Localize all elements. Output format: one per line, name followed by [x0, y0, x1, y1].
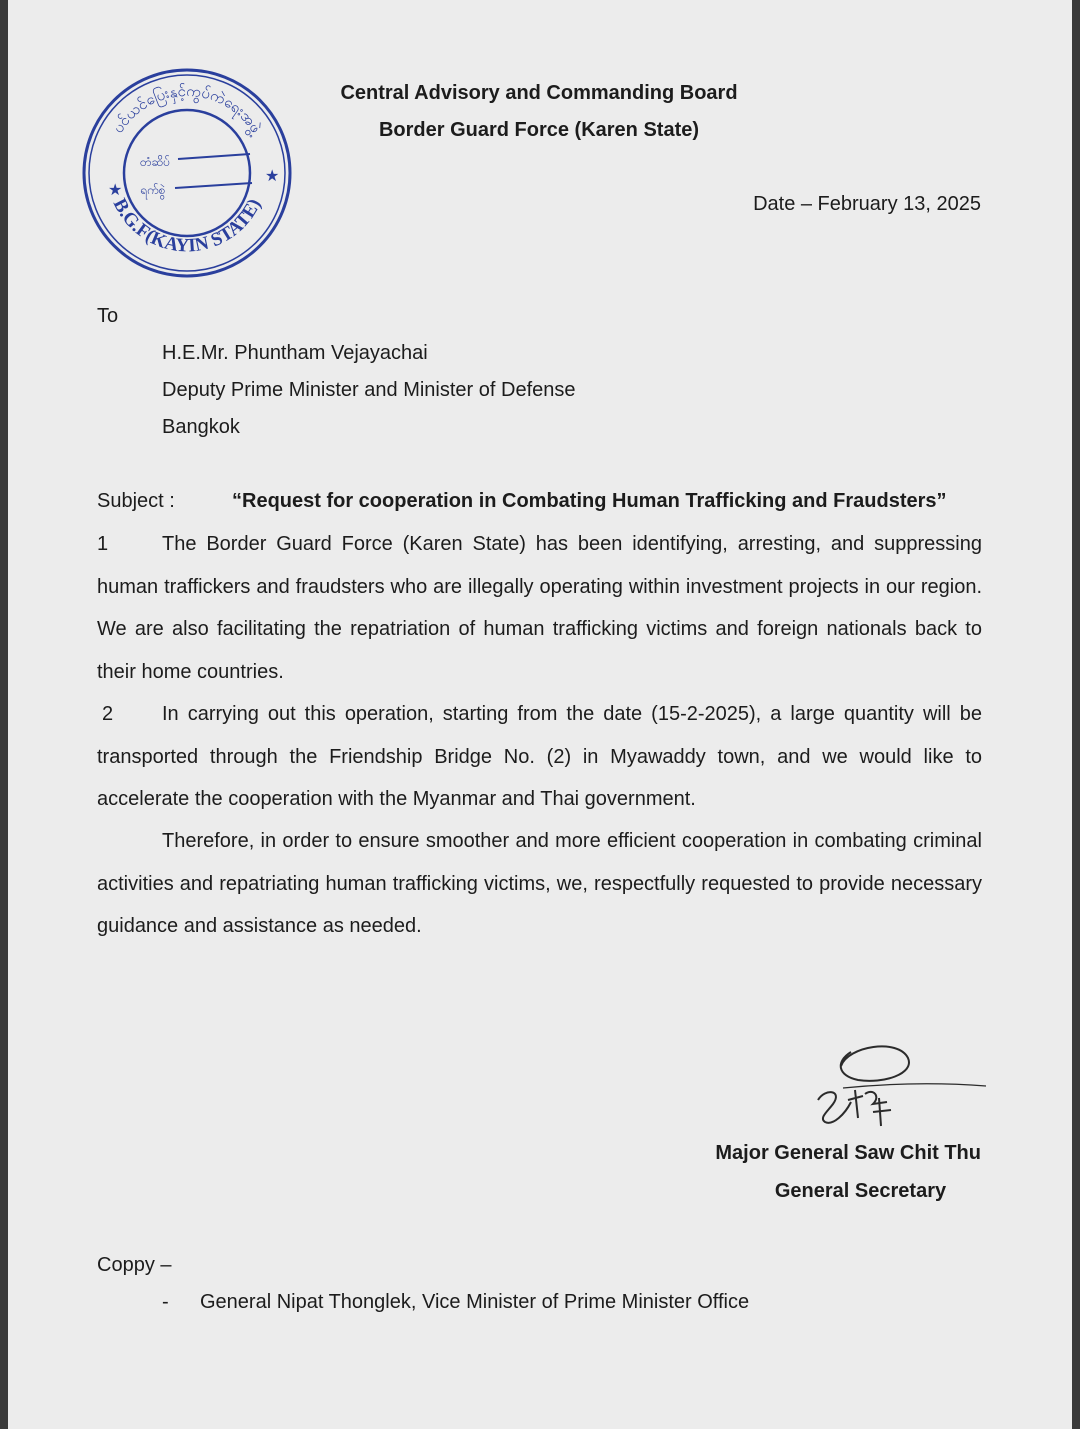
svg-text:တံဆိပ်: တံဆိပ်	[140, 155, 171, 169]
signatory-title: General Secretary	[774, 1180, 947, 1202]
to-label: To	[97, 305, 119, 327]
paragraph-3-text: Therefore, in order to ensure smoother and more efficient cooperation in combating criminal activities and repatriating human trafficking victims, we, respectfully requested to provide necessary guidance and assistance as needed.	[97, 830, 982, 937]
svg-text:B.G.F(KAYIN STATE): B.G.F(KAYIN STATE)	[108, 195, 266, 257]
copy-label: Coppy –	[97, 1254, 172, 1276]
paragraph-1	[97, 523, 982, 693]
letter-date: Date – February 13, 2025	[753, 193, 981, 215]
svg-text:★: ★	[108, 180, 123, 199]
svg-text:ရက်စွဲ: ရက်စွဲ	[140, 183, 166, 197]
recipient-city: Bangkok	[162, 416, 240, 438]
subject-text: “Request for cooperation in Combating Human Trafficking and Fraudsters”	[232, 490, 947, 512]
bgf-seal-stamp	[80, 66, 295, 281]
recipient-name: H.E.Mr. Phuntham Vejayachai	[162, 342, 428, 364]
copy-recipient: General Nipat Thonglek, Vice Minister of Prime Minister Office	[200, 1291, 750, 1313]
paragraph-2-number: 2	[102, 703, 114, 725]
paragraph-3	[97, 820, 982, 948]
org-name-line1: Central Advisory and Commanding Board	[340, 82, 738, 104]
paragraph-2	[97, 693, 982, 821]
subject-label: Subject :	[97, 490, 175, 512]
svg-text:ပင်ယင်ပြေးနှင့်ကွပ်ကဲရေးအဖွဲ့: ပင်ယင်ပြေးနှင့်ကွပ်ကဲရေးအဖွဲ့	[108, 81, 266, 137]
copy-list-dash: -	[162, 1291, 169, 1313]
signatory-name: Major General Saw Chit Thu	[715, 1142, 981, 1164]
paragraph-2-text: In carrying out this operation, starting from the date (15-2-2025), a large quantity will be transported through the Friendship Bridge No. (2) in Myawaddy town, and we would like to accelerate the cooperation with the Myanmar and Thai government.	[97, 703, 982, 810]
letter-page	[8, 0, 1072, 1429]
org-name-line2: Border Guard Force (Karen State)	[378, 119, 700, 141]
recipient-title: Deputy Prime Minister and Minister of Defense	[162, 379, 576, 401]
handwritten-signature	[803, 1038, 988, 1138]
paragraph-1-number: 1	[97, 533, 109, 555]
paragraph-1-text: The Border Guard Force (Karen State) has been identifying, arresting, and suppressing human traffickers and fraudsters who are illegally operating within investment projects in our region. We are also facilitating the repatriation of human trafficking victims and foreign nationals back to their home countries.	[97, 533, 982, 683]
svg-text:★: ★	[265, 166, 280, 185]
